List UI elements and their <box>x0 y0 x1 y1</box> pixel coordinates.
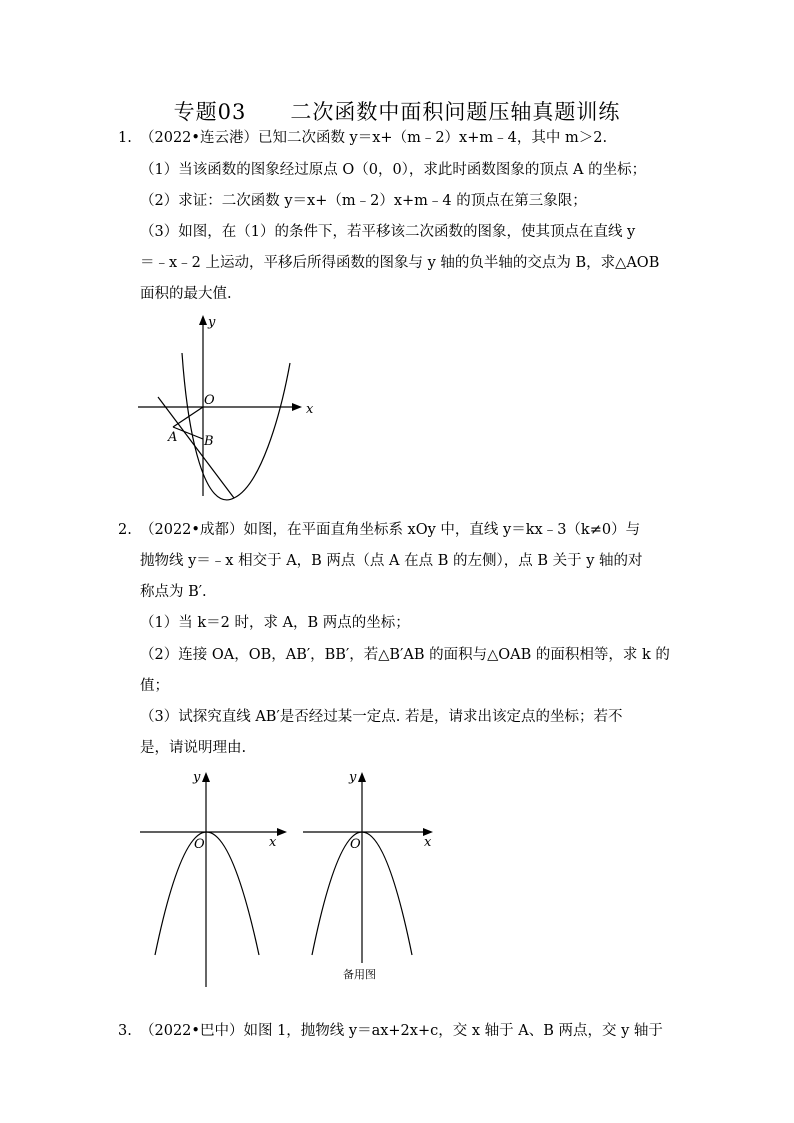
q1-number: 1. <box>118 130 132 146</box>
q2f2-caption: 备用图 <box>343 968 376 981</box>
q3-number: 3. <box>118 1023 132 1039</box>
q2-stem-line2: 抛物线 y＝﹣x 相交于 A，B 两点（点 A 在点 B 的左侧），点 B 关于 y 轴的对 <box>140 553 643 569</box>
q1-part2: （2）求证：二次函数 y＝x+（m﹣2）x+m﹣4 的顶点在第三象限； <box>140 193 587 209</box>
q1-parabola <box>182 353 290 500</box>
q2-part3-line2: 是，请说明理由. <box>140 740 247 756</box>
q2f2-x-label: x <box>424 835 432 850</box>
q3-stem-line1: （2022•巴中）如图 1，抛物线 y＝ax+2x+c，交 x 轴于 A、B 两点，交 y 轴于 <box>140 1023 663 1039</box>
q2-part2-line2: 值； <box>140 678 169 694</box>
q1-part3-line3: 面积的最大值. <box>140 286 232 302</box>
q1-point-a-label: A <box>168 430 178 445</box>
q2-part1: （1）当 k＝2 时，求 A，B 两点的坐标； <box>140 615 410 631</box>
q2f1-y-label: y <box>193 770 201 785</box>
q1-stem: （2022•连云港）已知二次函数 y＝x+（m﹣2）x+m﹣4，其中 m＞2. <box>140 130 608 146</box>
q2-part3-line1: （3）试探究直线 AB′是否经过某一定点. 若是，请求出该定点的坐标；若不 <box>140 709 623 725</box>
q2-figure-1 <box>135 765 295 990</box>
q2f1-x-label: x <box>269 835 277 850</box>
q1-x-arrow <box>292 403 302 411</box>
q2f2-y-arrow <box>358 772 366 782</box>
q1-y-label: y <box>208 315 216 330</box>
q1-part1: （1）当该函数的图象经过原点 O（0，0），求此时函数图象的顶点 A 的坐标； <box>140 162 647 178</box>
q2f1-parabola <box>155 832 259 955</box>
q2f1-origin-label: O <box>194 837 205 852</box>
q2-stem-line1: （2022•成都）如图，在平面直角坐标系 xOy 中，直线 y＝kx﹣3（k≠0）与 <box>140 522 641 538</box>
q1-point-b-label: B <box>204 434 214 449</box>
q2-figure-2 <box>298 765 458 990</box>
q2f1-y-arrow <box>202 772 210 782</box>
q1-y-arrow <box>199 315 207 325</box>
q2-part2-line1: （2）连接 OA，OB，AB′，BB′，若△B′AB 的面积与△OAB 的面积相等，求 k 的 <box>140 647 670 663</box>
q2f2-origin-label: O <box>350 837 361 852</box>
q2-stem-line3: 称点为 B′. <box>140 584 207 600</box>
q2-number: 2. <box>118 522 132 538</box>
q1-x-label: x <box>306 402 314 417</box>
q2f1-x-arrow <box>277 828 287 836</box>
q1-figure <box>130 308 320 508</box>
q1-part3-line1: （3）如图，在（1）的条件下，若平移该二次函数的图象，使其顶点在直线 y <box>140 224 636 240</box>
q2f2-y-label: y <box>349 770 357 785</box>
q1-part3-line2: ＝﹣x﹣2 上运动，平移后所得函数的图象与 y 轴的负半轴的交点为 B，求△AOB <box>140 255 660 271</box>
page-title: 专题03 二次函数中面积问题压轴真题训练 <box>173 100 621 124</box>
q1-origin-label: O <box>204 393 215 408</box>
